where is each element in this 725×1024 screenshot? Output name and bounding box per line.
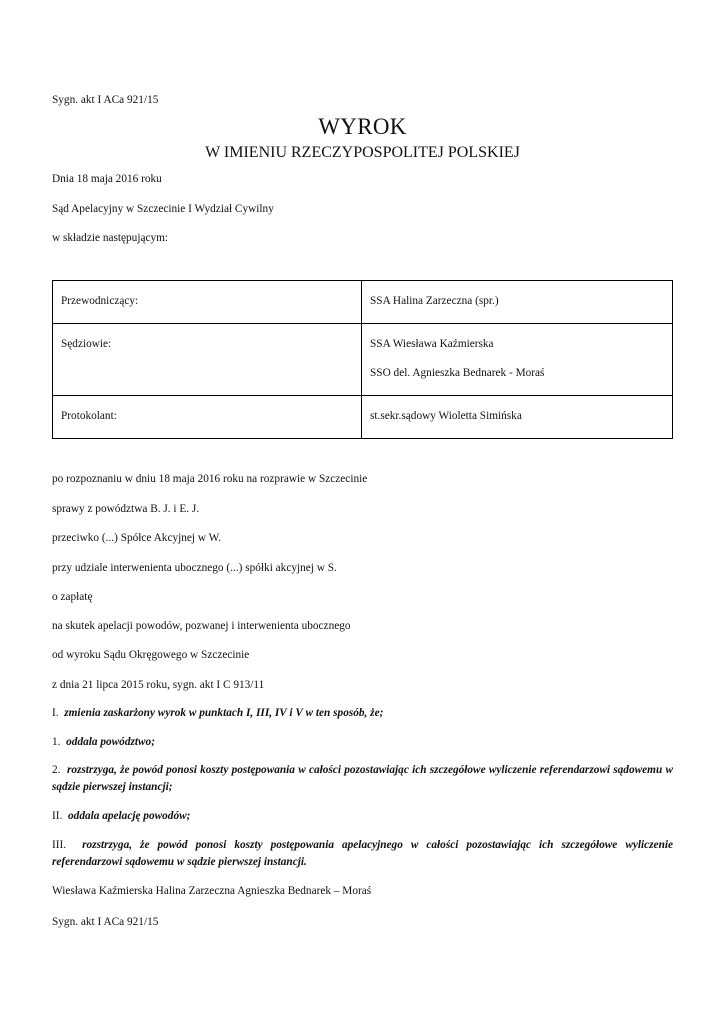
ruling-point-3 — [52, 837, 673, 871]
case-signature-top: Sygn. akt I ACa 921/15 — [52, 94, 159, 106]
chair-label-cell — [53, 281, 362, 324]
body-line-8: z dnia 21 lipca 2015 roku, sygn. akt I C 913/11 — [52, 679, 265, 691]
judges-label-cell — [53, 324, 362, 396]
table-row — [53, 281, 673, 324]
judgment-title: WYROK — [318, 114, 407, 139]
table-row — [53, 324, 673, 396]
ruling-point-2 — [52, 809, 190, 824]
ruling-point-1 — [52, 706, 383, 721]
judges-label: Sędziowie: — [61, 338, 112, 350]
judge-1: SSA Wiesława Kaźmierska — [370, 338, 494, 350]
ruling-point-1-1-number: 1. — [52, 736, 61, 748]
body-line-1: po rozpoznaniu w dniu 18 maja 2016 roku na rozprawie w Szczecinie — [52, 473, 368, 485]
table-row — [53, 396, 673, 439]
signatures-line: Wiesława Kaźmierska Halina Zarzeczna Agnieszka Bednarek – Moraś — [52, 885, 372, 897]
judgment-subtitle: W IMIENIU RZECZYPOSPOLITEJ POLSKIEJ — [205, 144, 520, 161]
chair-value-cell — [362, 281, 673, 324]
body-line-7: od wyroku Sądu Okręgowego w Szczecinie — [52, 649, 250, 661]
ruling-point-1-1-text: oddala powództwo; — [66, 736, 155, 748]
clerk-label: Protokolant: — [61, 410, 117, 422]
court-composition-table — [52, 280, 673, 439]
clerk-value-cell — [362, 396, 673, 439]
date-line: Dnia 18 maja 2016 roku — [52, 173, 162, 185]
body-line-6: na skutek apelacji powodów, pozwanej i interwenienta ubocznego — [52, 620, 351, 632]
ruling-point-2-number: II. — [52, 810, 63, 822]
court-line: Sąd Apelacyjny w Szczecinie I Wydział Cywilny — [52, 203, 274, 215]
judges-value-cell — [362, 324, 673, 396]
chair-label: Przewodniczący: — [61, 295, 139, 307]
chair-value: SSA Halina Zarzeczna (spr.) — [370, 295, 499, 307]
ruling-point-3-text: rozstrzyga, że powód ponosi koszty postępowania apelacyjnego w całości pozostawiając ich szczegółowe wyliczenie referendarzowi sądowemu w sądzie pierwszej instancji. — [52, 839, 674, 868]
ruling-point-1-2-text: rozstrzyga, że powód ponosi koszty postępowania w całości pozostawiając ich szczegółowe wyliczenie referendarzowi sądowemu w sądzie pierwszej instancji; — [52, 764, 673, 793]
composition-intro: w składzie następującym: — [52, 232, 169, 244]
ruling-point-1-number: I. — [52, 707, 59, 719]
ruling-point-3-number: III. — [52, 839, 67, 851]
ruling-point-1-2-number: 2. — [52, 764, 61, 776]
body-line-4: przy udziale interwenienta ubocznego (...) spółki akcyjnej w S. — [52, 562, 337, 574]
clerk-value: st.sekr.sądowy Wioletta Simińska — [370, 410, 522, 422]
ruling-point-2-text: oddala apelację powodów; — [68, 810, 191, 822]
body-line-3: przeciwko (...) Spółce Akcyjnej w W. — [52, 532, 222, 544]
body-line-2: sprawy z powództwa B. J. i E. J. — [52, 503, 200, 515]
judge-2: SSO del. Agnieszka Bednarek - Moraś — [370, 367, 545, 379]
body-line-5: o zapłatę — [52, 591, 93, 603]
ruling-point-1-2 — [52, 762, 673, 796]
clerk-label-cell — [53, 396, 362, 439]
ruling-point-1-text: zmienia zaskarżony wyrok w punktach I, III, IV i V w ten sposób, że; — [64, 707, 384, 719]
ruling-point-1-1 — [52, 735, 155, 750]
case-signature-bottom: Sygn. akt I ACa 921/15 — [52, 916, 159, 928]
